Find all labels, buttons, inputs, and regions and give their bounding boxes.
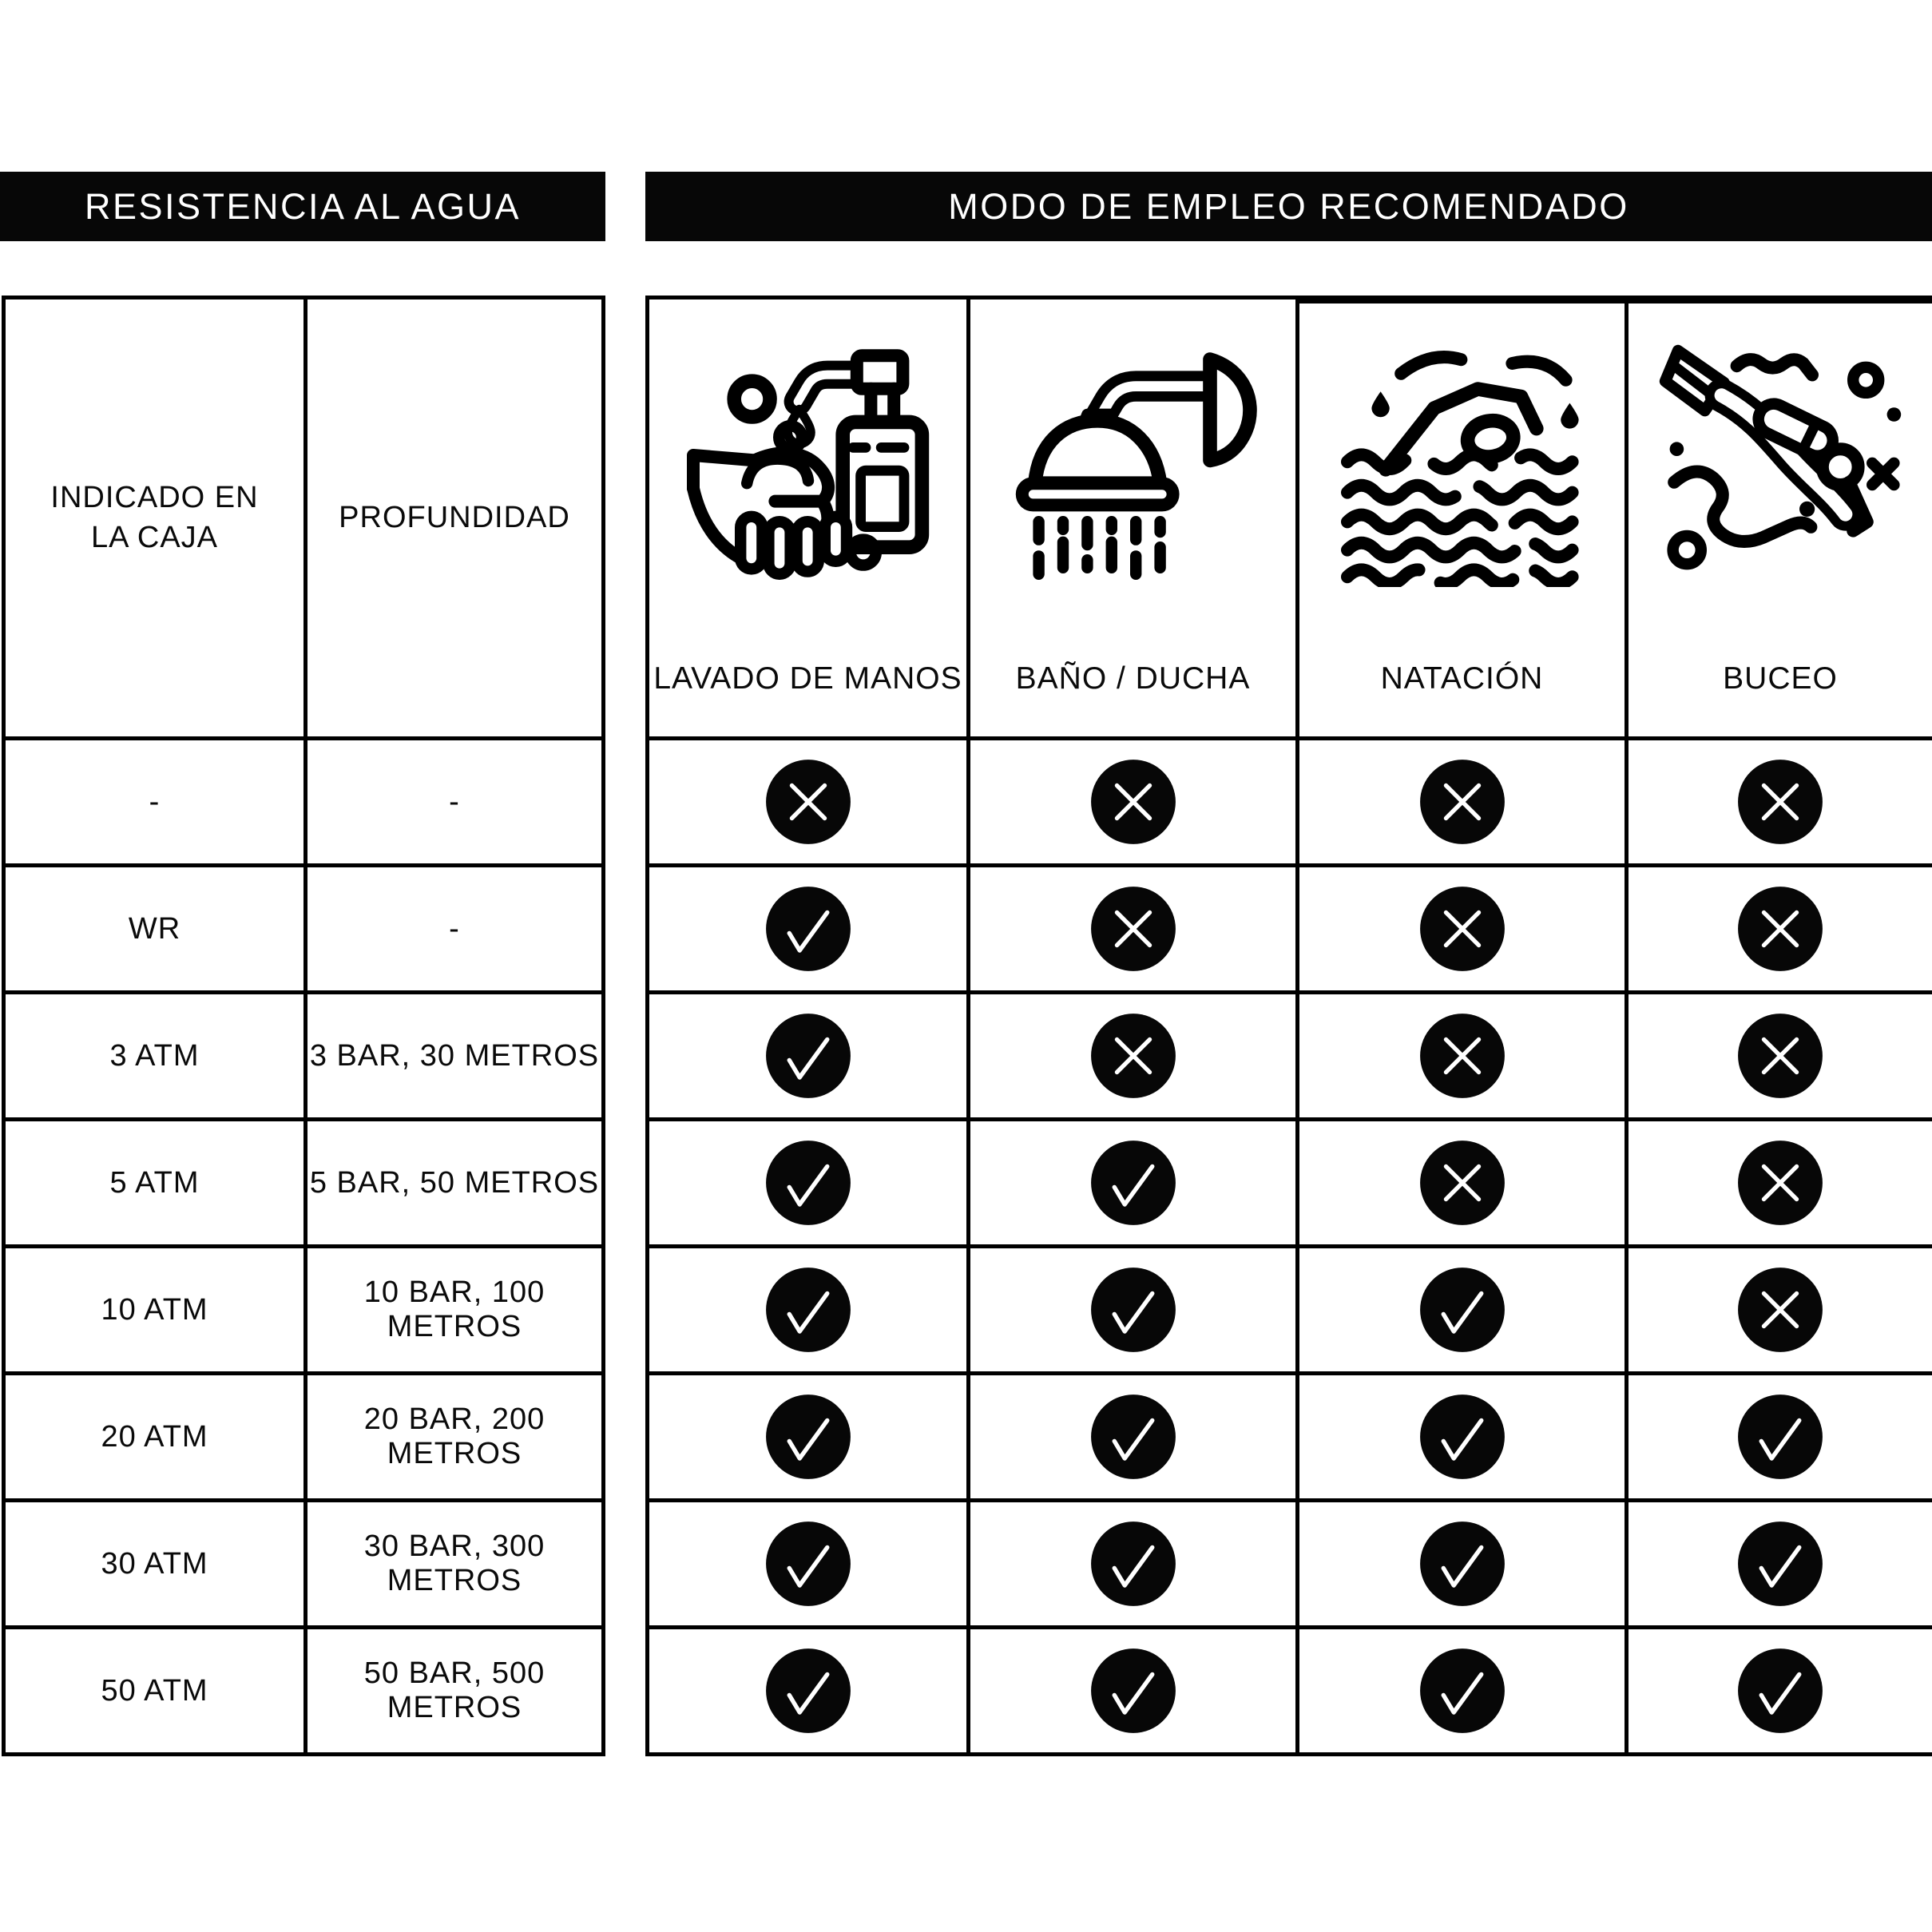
mark-cell [1295, 1625, 1625, 1752]
mark-cell [966, 1625, 1295, 1752]
mark-cell [966, 863, 1295, 990]
diving-icon [1648, 327, 1912, 591]
marking-cell: 30 ATM [6, 1498, 303, 1625]
mark-cell [1295, 863, 1625, 990]
handwash-icon [676, 323, 940, 587]
marking-cell: WR [6, 863, 303, 990]
column-header-marking: INDICADO EN LA CAJA [50, 481, 259, 554]
usage-mark [1090, 1140, 1176, 1226]
mark-cell [966, 1371, 1295, 1498]
mark-cell [649, 1625, 966, 1752]
usage-mark [1419, 1013, 1506, 1099]
usage-mark [765, 1648, 851, 1734]
usage-mark [1419, 1394, 1506, 1480]
depth-cell: - [303, 736, 601, 863]
column-header-depth: PROFUNDIDAD [303, 300, 601, 736]
usage-mark [1737, 1267, 1823, 1353]
column-header-handwash [649, 300, 966, 736]
left-header-bar [0, 172, 605, 241]
mark-cell [1625, 1117, 1932, 1244]
usage-mark [1090, 1013, 1176, 1099]
water-resistance-table [2, 296, 605, 1756]
usage-mark [1090, 759, 1176, 845]
depth-cell: 50 BAR, 500 METROS [303, 1625, 601, 1752]
mark-cell [1295, 736, 1625, 863]
marking-cell: 50 ATM [6, 1625, 303, 1752]
mark-cell [1295, 1371, 1625, 1498]
usage-mark [1737, 1140, 1823, 1226]
mark-cell [1295, 990, 1625, 1117]
mark-cell [649, 1498, 966, 1625]
depth-cell: 10 BAR, 100 METROS [303, 1244, 601, 1371]
usage-mark [1737, 1013, 1823, 1099]
column-header-swimming [1295, 300, 1625, 736]
usage-mark [1090, 1394, 1176, 1480]
mark-cell [1295, 1244, 1625, 1371]
depth-cell: - [303, 863, 601, 990]
right-panel-title: MODO DE EMPLEO RECOMENDADO [948, 185, 1629, 227]
mark-cell [649, 1244, 966, 1371]
column-header-shower [966, 300, 1295, 736]
mark-cell [649, 990, 966, 1117]
usage-mark [765, 1140, 851, 1226]
column-label: NATACIÓN [1380, 661, 1544, 696]
marking-cell: - [6, 736, 303, 863]
usage-mark [1090, 1521, 1176, 1607]
column-label: BAÑO / DUCHA [1015, 661, 1251, 696]
mark-cell [1625, 1625, 1932, 1752]
mark-cell [966, 1244, 1295, 1371]
usage-mark [1090, 1648, 1176, 1734]
marking-cell: 5 ATM [6, 1117, 303, 1244]
depth-cell: 30 BAR, 300 METROS [303, 1498, 601, 1625]
marking-cell: 3 ATM [6, 990, 303, 1117]
usage-mark [1419, 759, 1506, 845]
mark-cell [966, 1117, 1295, 1244]
mark-cell [649, 736, 966, 863]
marking-cell: 20 ATM [6, 1371, 303, 1498]
usage-mark [765, 886, 851, 972]
usage-mark [1419, 1140, 1506, 1226]
usage-mark [1737, 1394, 1823, 1480]
usage-mark [1737, 759, 1823, 845]
mark-cell [966, 1498, 1295, 1625]
swimming-icon [1331, 327, 1594, 591]
usage-mark [1737, 886, 1823, 972]
usage-mark [1737, 1648, 1823, 1734]
usage-mark [1090, 1267, 1176, 1353]
usage-mark [765, 1013, 851, 1099]
usage-mark [765, 759, 851, 845]
right-header-bar [645, 172, 1932, 241]
left-panel-title: RESISTENCIA AL AGUA [84, 185, 521, 227]
mark-cell [649, 1371, 966, 1498]
usage-mark [1419, 1521, 1506, 1607]
column-label: BUCEO [1723, 661, 1838, 696]
column-header-diving [1625, 300, 1932, 736]
mark-cell [649, 1117, 966, 1244]
mark-cell [1625, 990, 1932, 1117]
mark-cell [966, 736, 1295, 863]
mark-cell [1295, 1498, 1625, 1625]
usage-mark [765, 1521, 851, 1607]
depth-cell: 5 BAR, 50 METROS [303, 1117, 601, 1244]
usage-mark [765, 1267, 851, 1353]
depth-cell: 20 BAR, 200 METROS [303, 1371, 601, 1498]
mark-cell [966, 990, 1295, 1117]
usage-mark [1419, 1267, 1506, 1353]
depth-cell: 3 BAR, 30 METROS [303, 990, 601, 1117]
usage-mark [765, 1394, 851, 1480]
usage-mark [1419, 1648, 1506, 1734]
mark-cell [649, 863, 966, 990]
mark-cell [1295, 1117, 1625, 1244]
mark-cell [1625, 1371, 1932, 1498]
usage-mark [1737, 1521, 1823, 1607]
marking-cell: 10 ATM [6, 1244, 303, 1371]
mark-cell [1625, 863, 1932, 990]
usage-mark [1419, 886, 1506, 972]
usage-mark [1090, 886, 1176, 972]
mark-cell [1625, 1498, 1932, 1625]
column-label: LAVADO DE MANOS [653, 661, 962, 696]
mark-cell [1625, 736, 1932, 863]
usage-matrix-table [645, 296, 1932, 1756]
mark-cell [1625, 1244, 1932, 1371]
shower-icon [1002, 323, 1265, 587]
